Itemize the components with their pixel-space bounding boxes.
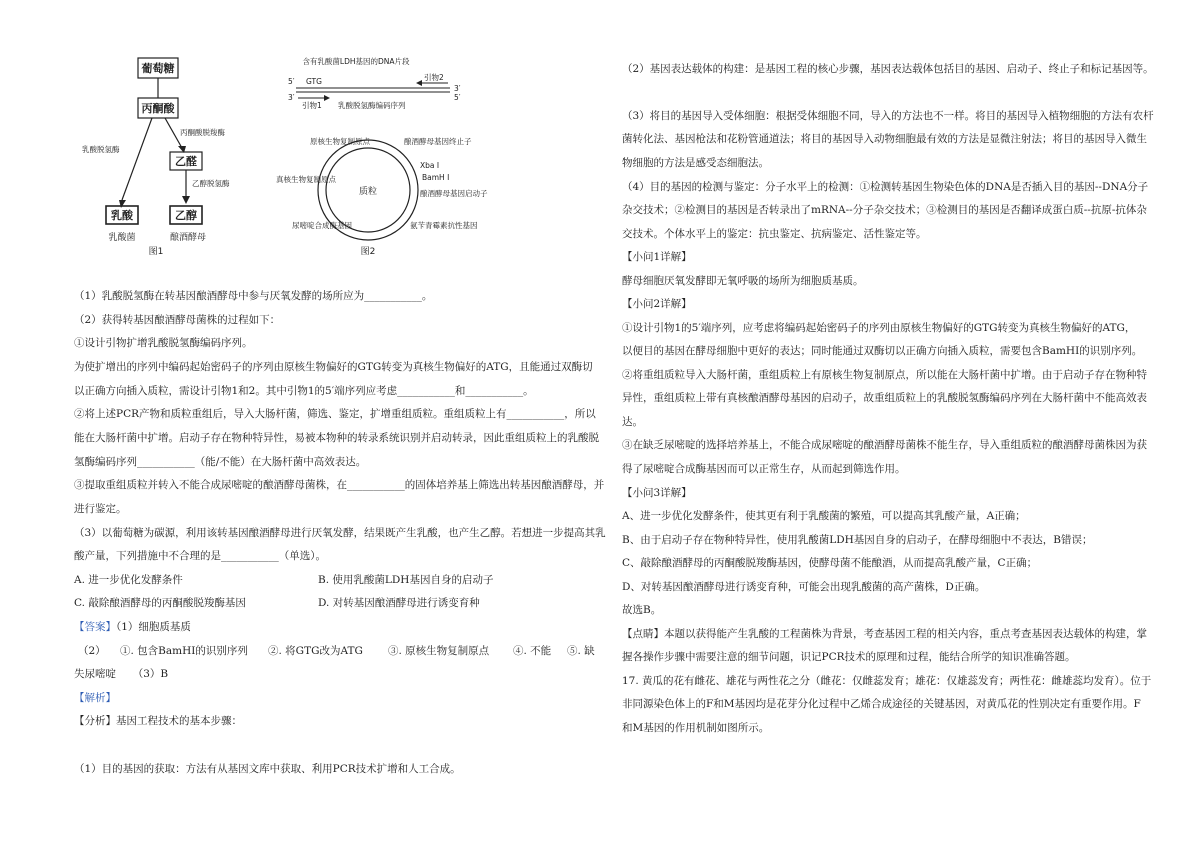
figure-1-caption: 图1 [148,247,164,257]
ethanol-label: 乙醇 [175,209,197,222]
answer-tag: 【答案】 [74,621,116,633]
option-d: D. 对转基因酿酒酵母进行诱变育种 [318,597,480,609]
right-line-11: ①设计引物1的5′端序列，应考虑将编码起始密码子的序列由原核生物偏好的GTG转变为真核生物偏好的ATG， [622,322,1136,334]
right-line-6: 杂交技术；②检测目的基因是否转录出了mRNA--分子杂交技术；③检测目的基因是否翻译成蛋白质--抗原-抗体杂 [622,204,1147,216]
gtg-label: GTG [306,77,322,86]
question-2-intro: （2）获得转基因酿酒酵母菌株的过程如下： [74,314,281,326]
ldh-label: 乳酸脱氢酶 [82,145,120,154]
right-line-24: 【点睛】本题以获得能产生乳酸的工程菌株为背景，考查基因工程的相关内容，重点考查基因表达载体的构建，掌 [622,628,1147,640]
right-line-15: 达。 [622,416,643,428]
right-line-4: 物细胞的方法是感受态细胞法。 [622,157,769,169]
question-2-text-3: ②将上述PCR产物和质粒重组后，导入大肠杆菌，筛选、鉴定，扩增重组质粒。重组质粒上有___________，所以 [74,408,596,420]
right-line-16: ③在缺乏尿嘧啶的选择培养基上，不能合成尿嘧啶的酿酒酵母菌株不能生存，导入重组质粒的酿酒酵母菌株因为获 [622,439,1147,451]
right-line-3: 菌转化法、基因枪法和花粉管通道法；将目的基因导入动物细胞最有效的方法是显微注射法；将目的基因导入微生 [622,133,1147,145]
pyruvate-label: 丙酮酸 [141,102,175,115]
question-2-text-7: 进行鉴定。 [74,503,127,515]
option-a: A. 进一步优化发酵条件 [74,574,183,586]
prok-ori-label: 原核生物复制原点 [310,137,370,146]
subq-3-heading: 【小问3详解】 [622,487,692,499]
five-prime-bottom: 5′ [454,93,461,102]
right-line-14: 异性，重组质粒上带有真核酿酒酵母基因的启动子，故重组质粒上的乳酸脱氢酶编码序列在大肠杆菌中不能高效表 [622,392,1147,404]
right-line-19: A、进一步优化发酵条件，使其更有利于乳酸菌的繁殖，可以提高其乳酸产量，A正确； [622,510,1026,522]
question-2-text-5: 氢酶编码序列___________（能/不能）在大肠杆菌中高效表达。 [74,456,367,468]
answer-2-label: （2） [78,645,106,657]
three-prime-bottom: 3′ [288,93,295,102]
question-1: （1）乳酸脱氢酶在转基因酿酒酵母中参与厌氧发酵的场所应为___________。 [74,290,433,302]
euk-ori-label: 真核生物复制原点 [276,175,336,184]
pdc-label: 丙酮酸脱羧酶 [180,128,225,137]
acetaldehyde-label: 乙醛 [175,155,197,168]
right-line-28: 和M基因的作用机制如图所示。 [622,722,770,734]
yeast-promoter-label: 酿酒酵母基因启动子 [420,189,488,198]
answer-2-item-1: ①. 包含BamHI的识别序列 [120,645,248,657]
figure-area [70,40,490,270]
analysis-step-1: （1）目的基因的获取：方法有从基因文库中获取、利用PCR技术扩增和人工合成。 [74,763,461,775]
right-line-25: 握各操作步骤中需要注意的细节问题，识记PCR技术的原理和过程，能结合所学的知识准确答题。 [622,651,1076,663]
option-b: B. 使用乳酸菌LDH基因自身的启动子 [318,574,494,586]
amp-gene-label: 氨苄青霉素抗性基因 [410,221,478,230]
plasmid-label: 质粒 [358,187,378,197]
question-2-step1: ①设计引物扩增乳酸脱氢酶编码序列。 [74,337,253,349]
coding-seq-label: 乳酸脱氢酶编码序列 [338,101,406,110]
right-line-7: 交技术。个体水平上的鉴定：抗虫鉴定、抗病鉴定、活性鉴定等。 [622,228,927,240]
question-2-text-4: 能在大肠杆菌中扩增。启动子存在物种特异性，易被本物种的转录系统识别并启动转录，因此重组质粒上的乳酸脱 [74,432,599,444]
subq-1-heading: 【小问1详解】 [622,251,692,263]
bamhi-label: BamH I [422,173,450,182]
three-prime-top: 3′ [454,84,461,93]
question-3-text-2: 酸产量，下列措施中不合理的是___________（单选）。 [74,550,326,562]
lab-bacteria-label: 乳酸菌 [108,233,136,243]
right-line-17: 得了尿嘧啶合成酶基因而可以正常生存，从而起到筛选作用。 [622,463,906,475]
question-2-text-1: 为使扩增出的序列中编码起始密码子的序列由原核生物偏好的GTG转变为真核生物偏好的ATG，且能通过双酶切 [74,361,593,373]
answer-2-item-5-cont: 失尿嘧啶 [74,668,116,680]
right-line-2: （3）将目的基因导入受体细胞：根据受体细胞不同，导入的方法也不一样。将目的基因导入植物细胞的方法有农杆 [622,110,1154,122]
adh-label: 乙醇脱氢酶 [192,179,230,188]
ura-gene-label: 尿嘧啶合成酶基因 [292,221,352,230]
right-line-27: 非同源染色体上的F和M基因均是花芽分化过程中乙烯合成途径的关键基因，对黄瓜花的性别决定有重要作用。F [622,698,1141,710]
answer-2-item-5: ⑤. 缺 [567,645,595,657]
analysis-intro: 【分析】基因工程技术的基本步骤： [74,715,242,727]
right-line-23: 故选B。 [622,604,662,616]
figure-2 [276,56,488,257]
right-line-12: 以便目的基因在酵母细胞中更好的表达；同时能通过双酶切以正确方向插入质粒，需要包含BamHI的识别序列。 [622,345,1143,357]
lactate-label: 乳酸 [111,209,133,222]
answer-2-item-2: ②. 将GTG改为ATG [268,645,363,657]
xbai-label: Xba I [420,161,440,170]
answer-2-item-3: ③. 原核生物复制原点 [388,645,490,657]
right-line-22: D、对转基因酿酒酵母进行诱变育种，可能会出现乳酸菌的高产菌株，D正确。 [622,581,986,593]
glucose-label: 葡萄糖 [141,62,175,75]
option-c: C. 敲除酿酒酵母的丙酮酸脱羧酶基因 [74,597,246,609]
dna-fragment-title: 含有乳酸菌LDH基因的DNA片段 [302,57,410,66]
question-3-text-1: （3）以葡萄糖为碳源，利用该转基因酿酒酵母进行厌氧发酵，结果既产生乳酸，也产生乙醇。若想进一步提高其乳 [74,527,606,539]
answer-2-item-4: ④. 不能 [513,645,552,657]
figure-2-caption: 图2 [360,247,376,257]
answer-1: （1）细胞质基质 [116,621,191,633]
analysis-tag: 【解析】 [74,692,116,704]
five-prime-top: 5′ [288,77,295,86]
right-line-13: ②将重组质粒导入大肠杆菌，重组质粒上有原核生物复制原点，所以能在大肠杆菌中扩增。由于启动子存在物种特 [622,369,1147,381]
right-line-20: B、由于启动子存在物种特异性，使用乳酸菌LDH基因自身的启动子，在酵母细胞中不表达，B错误； [622,534,1093,546]
question-2-text-6: ③提取重组质粒并转入不能合成尿嘧啶的酿酒酵母菌株，在___________的固体培养基上筛选出转基因酿酒酵母，并 [74,479,605,491]
figure-1 [82,58,230,257]
primer1-label: 引物1 [302,101,322,110]
right-line-1: （2）基因表达载体的构建：是基因工程的核心步骤，基因表达载体包括目的基因、启动子、终止子和标记基因等。 [622,63,1154,75]
question-2-text-2: 以正确方向插入质粒，需设计引物1和2。其中引物1的5′端序列应考虑___________和___________。 [74,385,534,397]
answer-3: （3）B [132,668,169,680]
right-line-26: 17. 黄瓜的花有雌花、雄花与两性花之分（雌花：仅雌蕊发育；雄花：仅雄蕊发育；两性花：雌雄蕊均发育）。位于 [622,675,1152,687]
yeast-label: 酿酒酵母 [169,233,207,243]
right-line-21: C、敲除酿酒酵母的丙酮酸脱羧酶基因，使酵母菌不能酿酒，从而提高乳酸产量，C正确； [622,557,1038,569]
yeast-terminator-label: 酿酒酵母基因终止子 [404,137,472,146]
primer2-label: 引物2 [424,73,444,82]
subq-2-heading: 【小问2详解】 [622,298,692,310]
right-line-9: 酵母细胞厌氧发酵即无氧呼吸的场所为细胞质基质。 [622,275,864,287]
right-line-5: （4）目的基因的检测与鉴定：分子水平上的检测：①检测转基因生物染色体的DNA是否插入目的基因--DNA分子 [622,181,1149,193]
